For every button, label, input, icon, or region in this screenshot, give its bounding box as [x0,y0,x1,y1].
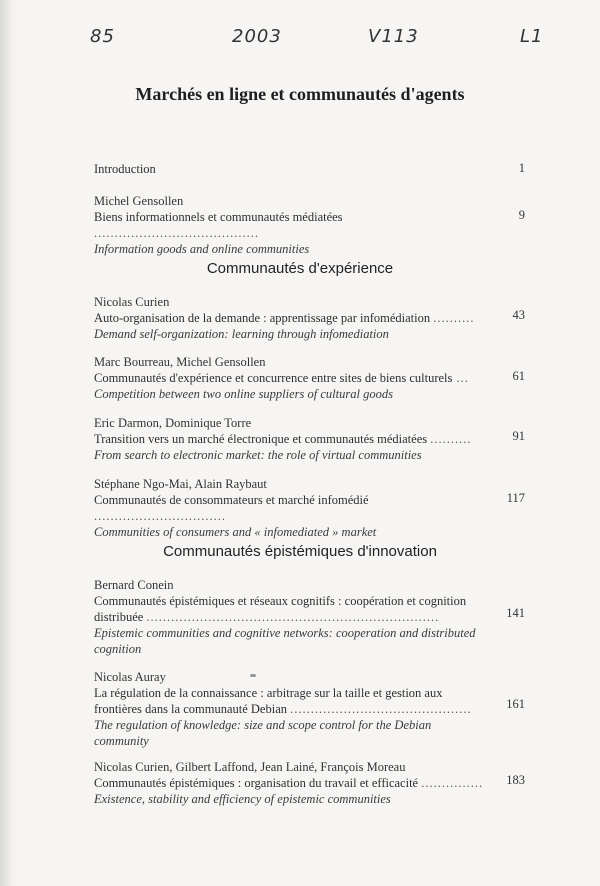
toc-entry[interactable]: Eric Darmon, Dominique Torre Transition vers un marché électronique et communautés médiatées .......... From search to electronic market: the role of virtual communities [94,415,489,463]
page-number: 9 [518,208,525,222]
entry-title-cont: distribuée [94,610,144,624]
entry-english-title: Competition between two online suppliers of cultural goods [94,387,393,401]
entry-english-title-cont: community [94,734,149,748]
handwritten-note-3: V113 [368,26,419,47]
entry-title: Introduction [94,162,156,176]
page-number: 1 [518,161,525,175]
entry-title: Transition vers un marché électronique et communautés médiatées [94,432,428,446]
entry-authors: Nicolas Curien [94,295,170,309]
entry-english-title: Epistemic communities and cognitive networks: cooperation and distributed [94,626,476,640]
entry-english-title: The regulation of knowledge: size and scope control for the Debian [94,718,432,732]
entry-english-title: From search to electronic market: the role of virtual communities [94,448,422,462]
toc-entry[interactable]: Nicolas Curien Auto-organisation de la demande : apprentissage par infomédiation .......... Demand self-organization: learning through infomediation [94,294,489,342]
scan-speck [250,674,256,677]
page-number: 43 [512,308,525,322]
page-number: 61 [512,369,525,383]
handwritten-note-1: 85 [90,26,115,47]
entry-english-title: Existence, stability and efficiency of epistemic communities [94,792,391,806]
page-number: 141 [506,606,525,620]
section-heading: Communautés d'expérience [206,260,394,277]
entry-title: Biens informationnels et communautés médiatées [94,210,343,224]
toc-entry[interactable]: Nicolas Auray La régulation de la connaissance : arbitrage sur la taille et gestion aux frontières dans la communauté Debian ............................................ The regulation of knowledge: size and scope control for the Debian community [94,669,489,749]
toc-entry[interactable]: Stéphane Ngo-Mai, Alain Raybaut Communautés de consommateurs et marché infomédié ................................ Communities of consumers and « infomediated » market [94,476,489,540]
entry-title: La régulation de la connaissance : arbitrage sur la taille et gestion aux [94,686,443,700]
page-edge-shadow [0,0,14,886]
entry-authors: Michel Gensollen [94,194,184,208]
entry-authors: Nicolas Curien, Gilbert Laffond, Jean Lainé, François Moreau [94,760,406,774]
entry-authors: Bernard Conein [94,578,174,592]
page-number: 183 [506,773,525,787]
toc-entry[interactable]: Marc Bourreau, Michel Gensollen Communautés d'expérience et concurrence entre sites de biens culturels ... Competition between two online suppliers of cultural goods [94,354,489,402]
entry-english-title: Communities of consumers and « infomediated » market [94,525,377,539]
entry-title: Communautés épistémiques et réseaux cognitifs : coopération et cognition [94,594,467,608]
toc-entry[interactable]: Michel Gensollen Biens informationnels et communautés médiatées ........................................ Information goods and online communities [94,193,489,257]
entry-title: Communautés épistémiques : organisation du travail et efficacité [94,776,419,790]
handwritten-note-2: 2003 [232,26,282,47]
toc-entry-introduction[interactable] [94,161,489,177]
toc-entry[interactable]: Nicolas Curien, Gilbert Laffond, Jean Lainé, François Moreau Communautés épistémiques : organisation du travail et efficacité ............... Existence, stability and efficiency of epistemic communities [94,759,489,807]
toc-entry[interactable]: Bernard Conein Communautés épistémiques et réseaux cognitifs : coopération et cognition distribuée ....................................................................... Epistemic communities and cognitive networks: cooperation and distributed cognition [94,577,489,657]
page-number: 117 [506,491,525,505]
entry-title-cont: frontières dans la communauté Debian [94,702,287,716]
entry-title: Communautés de consommateurs et marché infomédié [94,493,369,507]
entry-authors: Nicolas Auray [94,670,166,684]
section-heading: Communautés épistémiques d'innovation [163,543,437,560]
entry-authors: Stéphane Ngo-Mai, Alain Raybaut [94,477,267,491]
page-number: 161 [506,697,525,711]
entry-english-title-cont: cognition [94,642,142,656]
handwritten-note-4: L1 [520,26,544,47]
entry-authors: Eric Darmon, Dominique Torre [94,416,252,430]
entry-english-title: Demand self-organization: learning through infomediation [94,327,389,341]
entry-english-title: Information goods and online communities [94,242,310,256]
entry-title: Auto-organisation de la demande : apprentissage par infomédiation [94,311,431,325]
page-title: Marchés en ligne et communautés d'agents [135,84,465,104]
entry-authors: Marc Bourreau, Michel Gensollen [94,355,266,369]
page-number: 91 [512,429,525,443]
entry-title: Communautés d'expérience et concurrence entre sites de biens culturels [94,371,453,385]
